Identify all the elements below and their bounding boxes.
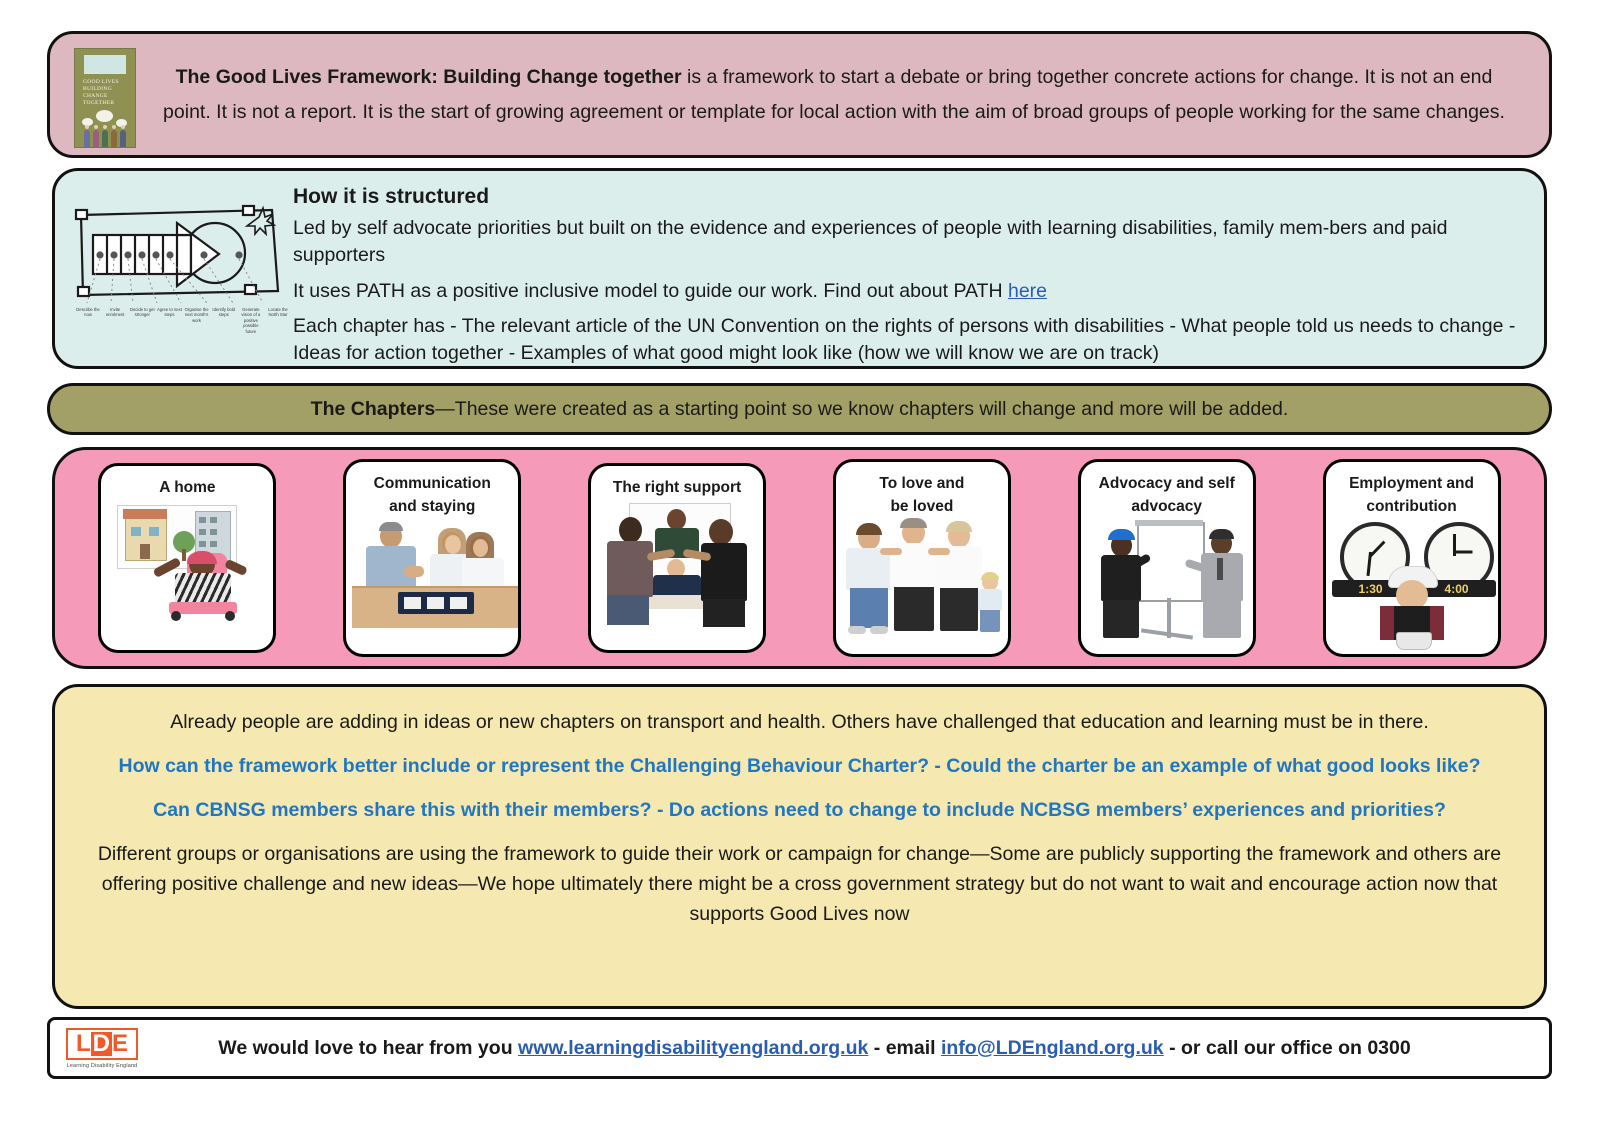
chapter-card-to-love[interactable] <box>833 459 1011 657</box>
footer-text-3: - or call our office on 0300 <box>1163 1036 1411 1059</box>
footer-panel <box>47 1017 1552 1079</box>
notes-question-1: How can the framework better include or represent the Challenging Behaviour Charter? - Could the charter be an example of what good looks like? <box>118 755 1481 777</box>
chapters-banner <box>47 383 1552 435</box>
chapters-banner-bold-lead: The Chapters <box>310 397 436 420</box>
chapter-card-advocacy[interactable] <box>1078 459 1256 657</box>
chapter-card-title: A home <box>159 479 216 496</box>
structure-line-3: Each chapter has - The relevant article of the UN Convention on the rights of persons with disabilities - What people told us needs to change - Ideas for action together - Examples of what good might look like (how we will know we are on track) <box>293 315 1516 364</box>
chapters-banner-text <box>311 398 1289 421</box>
chapters-card-band <box>52 447 1547 669</box>
chapter-card-communication[interactable] <box>343 459 521 657</box>
path-here-link[interactable]: here <box>1007 280 1047 302</box>
website-link[interactable]: www.learningdisabilityengland.org.uk <box>518 1036 869 1059</box>
booklet-cover-artwork <box>78 110 132 147</box>
chapter-art-employment <box>1326 518 1498 654</box>
notes-question-2: Can CBNSG members share this with their members? - Do actions need to change to include NCBSG members’ experiences and priorities? <box>153 799 1446 821</box>
structure-line-2 <box>293 278 1524 305</box>
chapter-card-title: Communication and staying <box>373 475 491 515</box>
path-caption: Describe the now <box>76 307 100 318</box>
lde-logo-mark <box>66 1028 138 1060</box>
booklet-cover-title: GOOD LIVES BUILDING CHANGE TOGETHER <box>83 78 119 106</box>
booklet-top-band <box>84 55 126 74</box>
structure-line-1: Led by self advocate priorities but built on the evidence and experiences of people with learning disabilities, family mem-bers and paid supporters <box>293 217 1448 266</box>
path-caption: Invite enrolment <box>105 307 125 318</box>
notes-panel <box>52 684 1547 1009</box>
structure-line-2-text: It uses PATH as a positive inclusive model to guide our work. Find out about PATH <box>293 280 1008 302</box>
footer-contact-text <box>140 1037 1549 1060</box>
path-caption: Decide to get stronger <box>129 307 155 318</box>
chapter-card-title: Advocacy and self advocacy <box>1098 475 1235 515</box>
lde-letter-d: D <box>92 1029 110 1057</box>
chapter-art-right-support <box>591 499 763 650</box>
chapters-banner-body: —These were created as a starting point so we know chapters will change and more will be added. <box>435 397 1289 420</box>
structure-body <box>293 179 1524 376</box>
clock-label-2: 4:00 <box>1444 581 1469 596</box>
chapter-card-right-support[interactable] <box>588 463 766 653</box>
chapter-art-to-love <box>836 518 1008 654</box>
chapter-art-a-home <box>101 499 273 650</box>
chapter-art-communication <box>346 518 518 654</box>
footer-text-1: We would love to hear from you <box>218 1036 519 1059</box>
path-diagram-image <box>67 199 292 359</box>
chapter-card-title: To love and be loved <box>879 475 965 515</box>
lde-letter-l: L <box>75 1029 91 1057</box>
chapter-card-title: The right support <box>612 479 742 496</box>
email-link[interactable]: info@LDEngland.org.uk <box>940 1036 1164 1059</box>
clock-label-1: 1:30 <box>1358 581 1383 596</box>
notes-paragraph-2: Different groups or organisations are using the framework to guide their work or campaign for change—Some are publicly supporting the framework and others are offering positive challenge and new ideas—We hope ultimately there might be a cross government strategy but do not want to wait and encourage action now that supports Good Lives now <box>97 843 1502 925</box>
path-caption: Identify bold steps <box>212 307 235 318</box>
footer-text-2: - email <box>868 1036 941 1059</box>
path-caption: Agree to next steps <box>156 307 182 318</box>
path-caption: Organise the next month's work <box>184 307 209 323</box>
chapter-card-a-home[interactable] <box>98 463 276 653</box>
how-it-is-structured-panel <box>52 168 1547 369</box>
path-caption: Locate the North Star <box>268 307 288 318</box>
header-panel <box>47 31 1552 158</box>
header-bold-lead: The Good Lives Framework: Building Change together <box>175 65 682 88</box>
path-diagram-captions <box>75 307 291 334</box>
header-body: is a framework to start a debate or bring together concrete actions for change. It is not an end point. It is not a report. It is the start of growing agreement or template for local action with the aim of broad groups of people working for the same changes. <box>163 65 1505 123</box>
structure-title: How it is structured <box>293 185 490 208</box>
notes-paragraph-1: Already people are adding in ideas or new chapters on transport and health. Others have challenged that education and learning must be in there. <box>170 711 1429 733</box>
lde-letter-e: E <box>112 1029 129 1057</box>
chapter-card-title: Employment and contribution <box>1349 475 1474 515</box>
header-text <box>155 60 1513 130</box>
lde-logo-subtitle: Learning Disability England <box>66 1062 138 1069</box>
booklet-cover-image <box>74 48 136 148</box>
path-caption: Generate vision of a positive possible future <box>241 307 261 334</box>
chapter-card-employment[interactable] <box>1323 459 1501 657</box>
lde-logo <box>64 1024 140 1072</box>
chapter-art-advocacy <box>1081 518 1253 654</box>
